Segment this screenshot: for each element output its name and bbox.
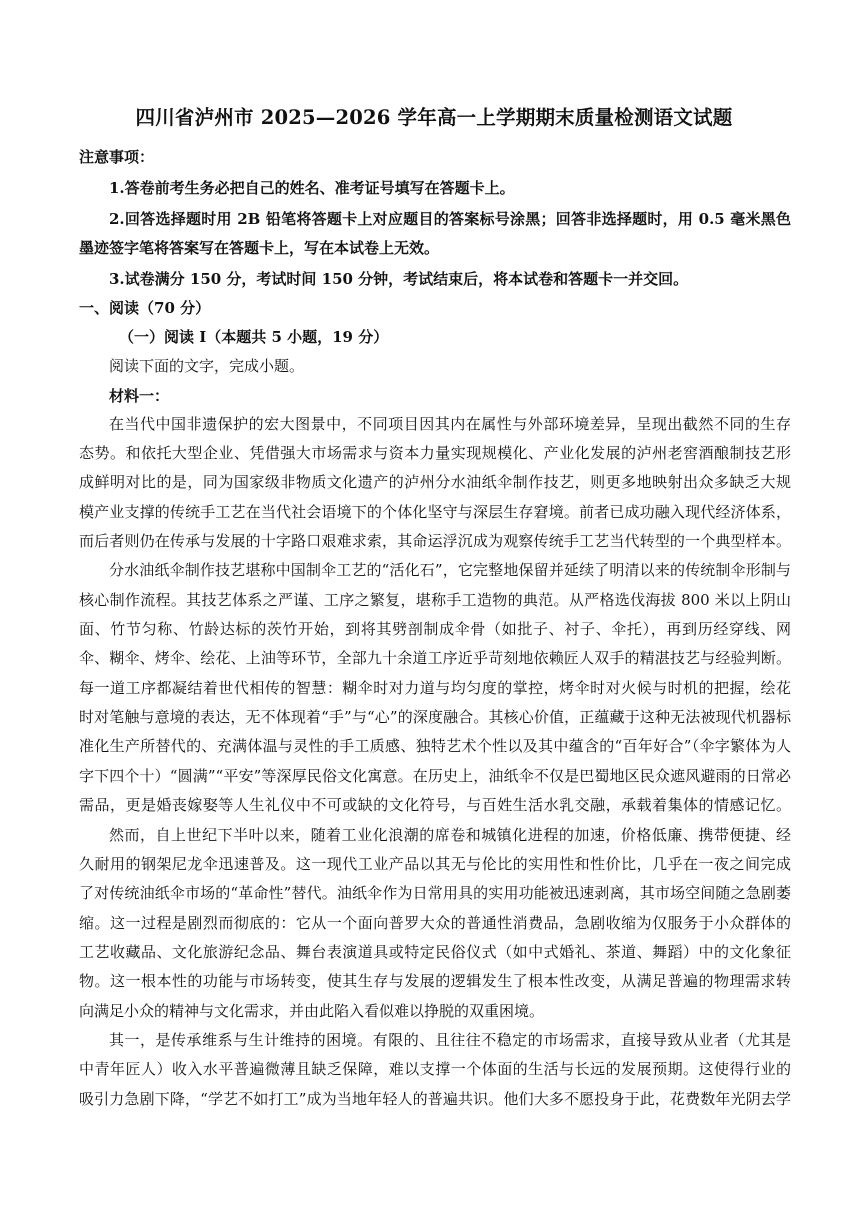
notice-heading: 注意事项：: [79, 148, 155, 166]
section-heading-reading: 一、阅读（70 分）: [79, 299, 211, 317]
paragraph-line: 而后者则仍在传承与发展的十字路口艰难求索，其命运浮沉成为观察传统手工艺当代转型的一个典型样本。: [79, 532, 791, 550]
paragraph-line: 久耐用的钢架尼龙伞迅速普及。这一现代工业产品以其无与伦比的实用性和性价比，几乎在一夜之间完成: [79, 855, 791, 873]
paragraph-line: 向满足小众的精神与文化需求，并由此陷入看似难以挣脱的双重困境。: [79, 1002, 545, 1020]
paragraph-line: 态势。和依托大型企业、凭借强大市场需求与资本力量实现规模化、产业化发展的泸州老窖酒酿制技艺形: [79, 444, 791, 462]
paragraph-line: 模产业支撑的传统手工艺在当代社会语境下的个体化坚守与深层生存窘境。前者已成功融入现代经济体系，: [79, 503, 791, 521]
paragraph-line: 其一，是传承维系与生计维持的困境。有限的、且往往不稳定的市场需求，直接导致从业者（尤其是: [109, 1031, 791, 1049]
paragraph-line: 在当代中国非遗保护的宏大图景中，不同项目因其内在属性与外部环境差异，呈现出截然不同的生存: [109, 415, 791, 433]
paragraph-line: 吸引力急剧下降，“学艺不如打工”成为当地年轻人的普遍共识。他们大多不愿投身于此，花费数年光阴去学: [79, 1090, 791, 1108]
paragraph-line: 然而，自上世纪下半叶以来，随着工业化浪潮的席卷和城镇化进程的加速，价格低廉、携带便捷、经: [109, 826, 791, 844]
paragraph-line: 分水油纸伞制作技艺堪称中国制伞工艺的“活化石”，它完整地保留并延续了明清以来的传统制伞形制与: [109, 561, 791, 579]
notice-item-3: 3.试卷满分 150 分，考试时间 150 分钟，考试结束后，将本试卷和答题卡一并交回。: [109, 270, 689, 288]
paragraph-line: 准化生产所替代的、充满体温与灵性的手工质感、独特艺术个性以及其中蕴含的“百年好合”（伞字繁体为人: [79, 737, 791, 755]
document-title: 四川省泸州市 2025—2026 学年高一上学期期末质量检测语文试题: [135, 106, 733, 129]
paragraph-line: 每一道工序都凝结着世代相传的智慧：糊伞时对力道与均匀度的掌控，烤伞时对火候与时机的把握，绘花: [79, 679, 791, 697]
notice-item-2-line-2: 墨迹签字笔将答案写在答题卡上，写在本试卷上无效。: [79, 239, 440, 257]
material-label: 材料一：: [109, 387, 170, 405]
paragraph-line: 缩。这一过程是剧烈而彻底的：它从一个面向普罗大众的普通性消费品，急剧收缩为仅服务于小众群体的: [79, 914, 791, 932]
paragraph-line: 物。这一根本性的功能与市场转变，使其生存与发展的逻辑发生了根本性改变，从满足普遍的物理需求转: [79, 972, 791, 990]
paragraph-line: 伞、糊伞、烤伞、绘花、上油等环节，全部九十余道工序近乎苛刻地依赖匠人双手的精湛技艺与经验判断。: [79, 649, 791, 667]
paragraph-line: 了对传统油纸伞市场的“革命性”替代。油纸伞作为日常用具的实用功能被迅速剥离，其市场空间随之急剧萎: [79, 884, 791, 902]
paragraph-line: 工艺收藏品、文化旅游纪念品、舞台表演道具或特定民俗仪式（如中式婚礼、茶道、舞蹈）中的文化象征: [79, 943, 791, 961]
subsection-heading-reading-1: （一）阅读 I（本题共 5 小题，19 分）: [119, 328, 389, 346]
reading-instruction: 阅读下面的文字，完成小题。: [109, 357, 305, 375]
paragraph-line: 成鲜明对比的是，同为国家级非物质文化遗产的泸州分水油纸伞制作技艺，则更多地映射出众多缺乏大规: [79, 473, 791, 491]
notice-item-2-line-1: 2.回答选择题时用 2B 铅笔将答题卡上对应题目的答案标号涂黑；回答非选择题时，用 0.5 毫米黑色: [109, 210, 791, 228]
notice-item-1: 1.答卷前考生务必把自己的姓名、准考证号填写在答题卡上。: [109, 179, 515, 197]
paragraph-line: 字下四个十）“圆满”“平安”等深厚民俗文化寓意。在历史上，油纸伞不仅是巴蜀地区民众遮风避雨的日常必: [79, 767, 791, 785]
paragraph-line: 时对笔触与意境的表达，无不体现着“手”与“心”的深度融合。其核心价值，正蕴藏于这种无法被现代机器标: [79, 708, 791, 726]
paragraph-line: 面、竹节匀称、竹龄达标的茨竹开始，到将其劈剖制成伞骨（如批子、衬子、伞托），再到历经穿线、网: [79, 620, 791, 638]
paragraph-line: 中青年匠人）收入水平普遍微薄且缺乏保障，难以支撑一个体面的生活与长远的发展预期。这使得行业的: [79, 1060, 791, 1078]
paragraph-line: 需品，更是婚丧嫁娶等人生礼仪中不可或缺的文化符号，与百姓生活水乳交融，承载着集体的情感记忆。: [79, 796, 791, 814]
paragraph-line: 核心制作流程。其技艺体系之严谨、工序之繁复，堪称手工造物的典范。从严格选伐海拔 800 米以上阴山: [79, 591, 791, 609]
